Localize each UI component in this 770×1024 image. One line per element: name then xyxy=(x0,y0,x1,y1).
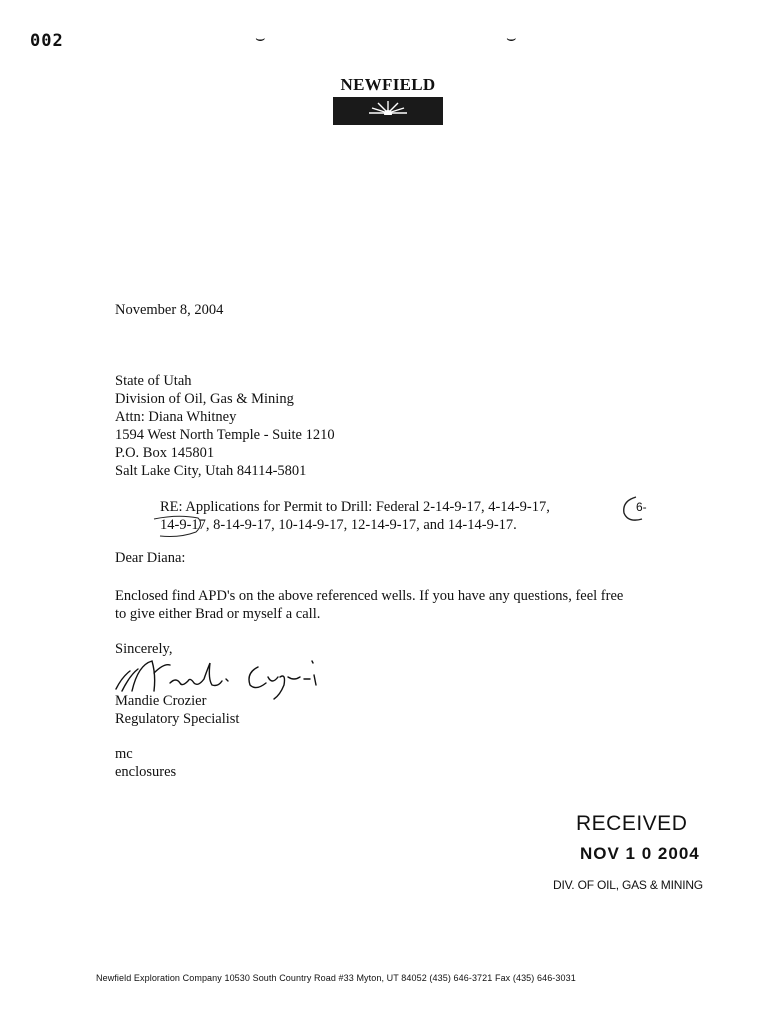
page-number: 002 xyxy=(30,31,64,51)
re-line: RE: Applications for Permit to Drill: Federal 2-14-9-17, 4-14-9-17, xyxy=(160,499,550,515)
salutation: Dear Diana: xyxy=(115,550,186,566)
scan-mark-right-icon: ⌣ xyxy=(506,28,517,47)
handwritten-note-text: 6- xyxy=(636,500,647,514)
address-line: State of Utah xyxy=(115,373,192,389)
letterhead-footer: Newfield Exploration Company 10530 South Country Road #33 Myton, UT 84052 (435) 646-3721 Fax (435) 646-3031 xyxy=(96,973,576,983)
letter-date: November 8, 2004 xyxy=(115,302,224,318)
company-logo xyxy=(333,75,443,125)
body-line: Enclosed find APD's on the above referenced wells. If you have any questions, feel free xyxy=(115,588,624,604)
closing: Sincerely, xyxy=(115,641,173,657)
body-line: to give either Brad or myself a call. xyxy=(115,606,321,622)
re-line: 14-9-17, 8-14-9-17, 10-14-9-17, 12-14-9-17, and 14-14-9-17. xyxy=(160,517,517,533)
re-subject xyxy=(160,498,550,534)
signer-title: Regulatory Specialist xyxy=(115,711,240,727)
logo-company-name: NEWFIELD xyxy=(340,75,436,94)
signer-name: Mandie Crozier xyxy=(115,693,207,709)
received-stamp-date: NOV 1 0 2004 xyxy=(580,844,700,863)
received-stamp: RECEIVED xyxy=(576,812,688,835)
address-line: 1594 West North Temple - Suite 1210 xyxy=(115,427,335,443)
handwritten-note xyxy=(618,495,658,525)
received-stamp-division: DIV. OF OIL, GAS & MINING xyxy=(553,878,703,892)
address-line: Salt Lake City, Utah 84114-5801 xyxy=(115,463,307,479)
sunburst-logo-icon xyxy=(333,97,443,125)
scan-mark-left-icon: ⌣ xyxy=(255,28,266,47)
letter-body xyxy=(115,587,623,623)
enclosures-note: enclosures xyxy=(115,764,177,780)
typist-initials: mc xyxy=(115,746,133,762)
recipient-address xyxy=(115,372,335,480)
address-line: P.O. Box 145801 xyxy=(115,445,215,461)
address-line: Attn: Diana Whitney xyxy=(115,409,237,425)
handwritten-circle-mark xyxy=(150,514,210,540)
address-line: Division of Oil, Gas & Mining xyxy=(115,391,294,407)
